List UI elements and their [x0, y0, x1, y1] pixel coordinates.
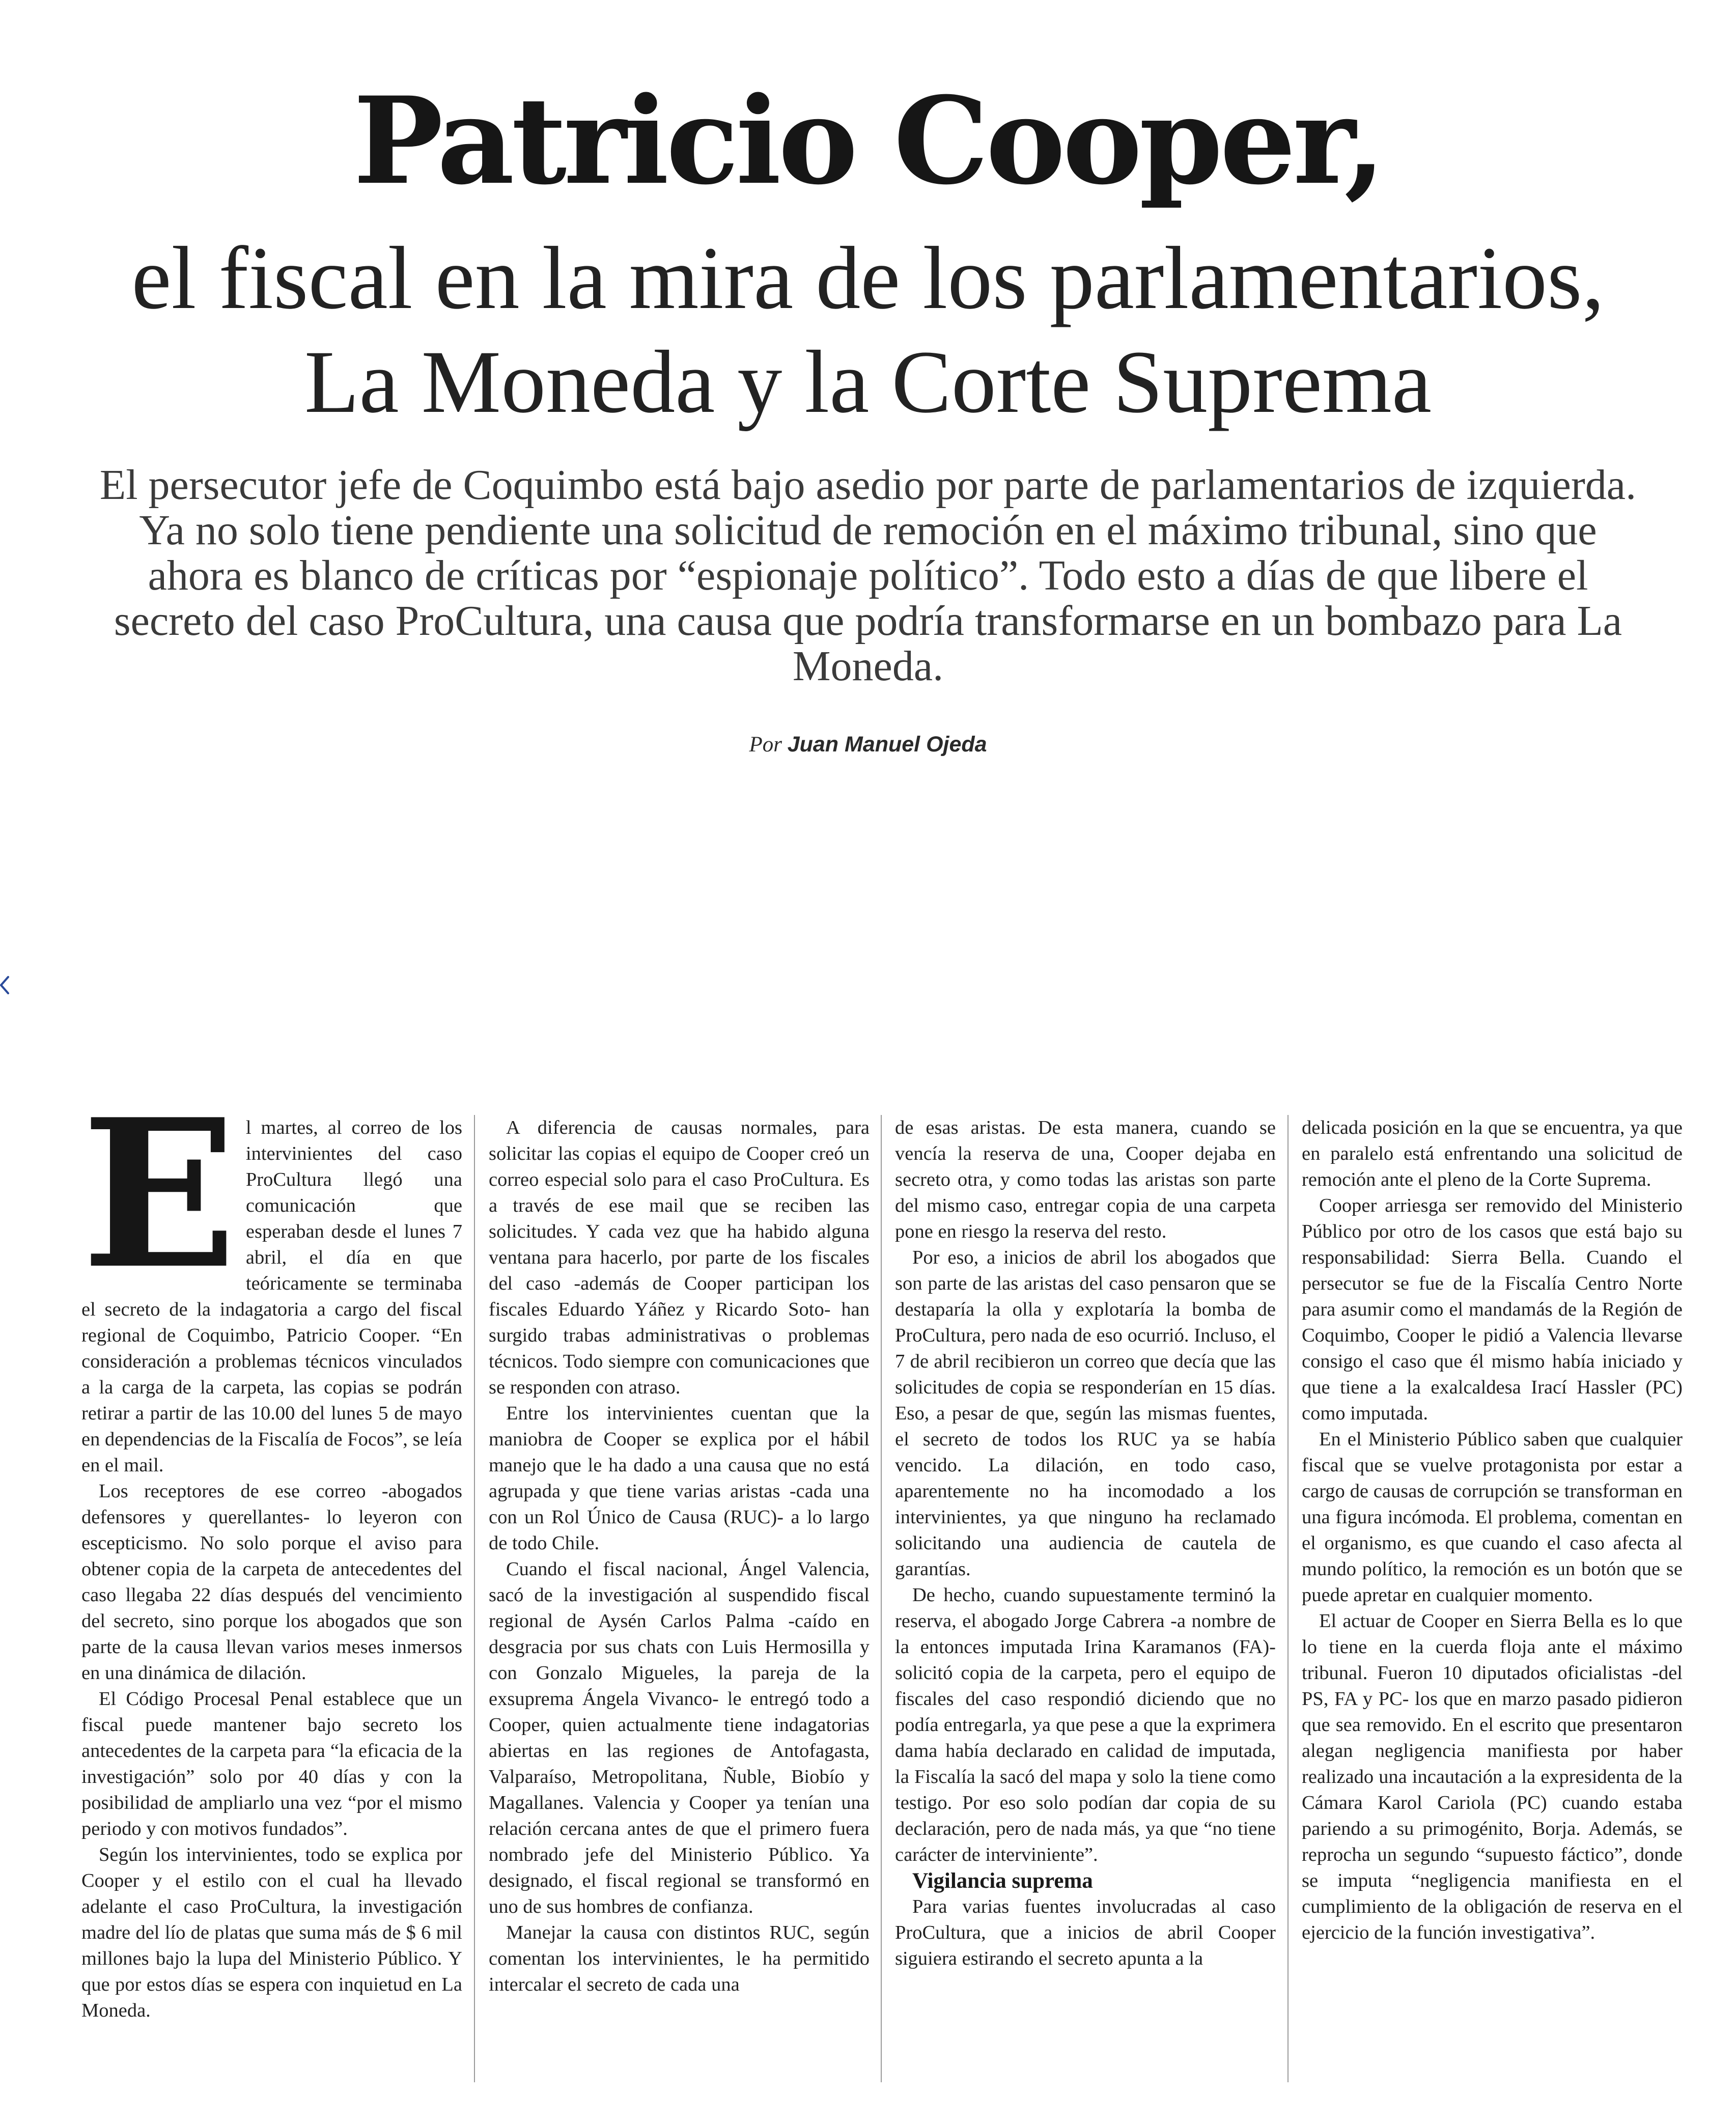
column-1 [81, 1115, 462, 2082]
paragraph: Cooper arriesga ser removido del Ministerio Público por otro de los casos que está bajo su responsabilidad: Sierra Bella. Cuando el persecutor se fue de la Fiscalía Centro Norte para asumir como el mandamás de la Región de Coquimbo, Cooper le pidió a Valencia llevarse consigo el caso que él mismo había iniciado y que tiene a la exalcaldesa Irací Hassler (PC) como imputada. [1302, 1195, 1683, 1424]
paragraph: De hecho, cuando supuestamente terminó la reserva, el abogado Jorge Cabrera -a nombre de la entonces imputada Irina Karamanos (FA)- solicitó copia de la carpeta, pero el equipo de fiscales del caso respondió diciendo que no podía entregarla, ya que pese a que la exprimera dama había declarado en calidad de imputada, la Fiscalía la sacó del mapa y solo la tiene como testigo. Por eso solo podían dar copia de su declaración, pero de nada más, ya que “no tiene carácter de interviniente”. [895, 1584, 1276, 1865]
section-subhead: Vigilancia suprema [912, 1869, 1093, 1893]
column-2 [489, 1115, 870, 2082]
paragraph: En el Ministerio Público saben que cualquier fiscal que se vuelve protagonista por estar a cargo de causas de corrupción se transforman en una figura incómoda. El problema, comentan en el organismo, es que cuando el caso afecta al mundo político, la remoción es un botón que se puede apretar en cualquier momento. [1302, 1429, 1683, 1606]
byline-prefix: Por [749, 733, 782, 757]
paragraph: Para varias fuentes involucradas al caso ProCultura, que a inicios de abril Cooper siguiera estirando el secreto apunta a la [895, 1896, 1276, 1969]
paragraph: El Código Procesal Penal establece que un fiscal puede mantener bajo secreto los antecedentes de la carpeta para “la eficacia de la investigación” solo por 40 días y con la posibilidad de ampliarlo una vez “por el mismo periodo y con motivos fundados”. [81, 1688, 462, 1839]
column-divider [881, 1115, 882, 2082]
column-divider [474, 1115, 475, 2082]
column-4 [1302, 1115, 1683, 2082]
subtitle-line-2: La Moneda y la Corte Suprema [304, 332, 1432, 432]
byline-author: Juan Manuel Ojeda [787, 732, 987, 757]
paragraph: El actuar de Cooper en Sierra Bella es lo que lo tiene en la cuerda floja ante el máximo tribunal. Fueron 10 diputados oficialistas -del PS, FA y PC- los que en marzo pasado pidieron que sea removido. En el escrito que presentaron alegan negligencia manifiesta por haber realizado una incautación a la expresidenta de la Cámara Karol Cariola (PC) cuando estaba pariendo a su primogénito, Borja. Además, se reprocha un segundo “supuesto fáctico”, donde se imputa “negligencia manifiesta en el cumplimiento de la obligación de reserva en el ejercicio de la función investigativa”. [1302, 1610, 1683, 1943]
paragraph: Según los intervinientes, todo se explica por Cooper y el estilo con el cual ha llevado adelante el caso ProCultura, la investigación madre del lío de platas que suma más de $ 6 mil millones bajo la lupa del Ministerio Público. Y que por estos días se espera con inquietud en La Moneda. [81, 1844, 462, 2021]
chevron-left-icon[interactable] [0, 970, 11, 1000]
byline [0, 732, 1736, 757]
drop-cap: E [81, 1115, 237, 1314]
article-body [81, 1115, 1685, 2082]
paragraph: l martes, al correo de los intervinientes del caso ProCultura llegó una comunicación que esperaban desde el lunes 7 abril, el día en que teóricamente se terminaba el secreto de la indagatoria a cargo del fiscal regional de Coquimbo, Patricio Cooper. “En consideración a problemas técnicos vinculados a la carga de la carpeta, las copias se podrán retirar a partir de las 10.00 del lunes 5 de mayo en dependencias de la Fiscalía de Focos”, se leía en el mail. [81, 1117, 462, 1476]
paragraph: Los receptores de ese correo -abogados defensores y querellantes- lo leyeron con escepticismo. No solo porque el aviso para obtener copia de la carpeta de antecedentes del caso llegaba 22 días después del vencimiento del secreto, sino porque los abogados que son parte de la causa llevan varios meses inmersos en una dinámica de dilación. [81, 1480, 462, 1684]
paragraph: delicada posición en la que se encuentra, ya que en paralelo está enfrentando una solicitud de remoción ante el pleno de la Corte Suprema. [1302, 1117, 1683, 1190]
paragraph: Por eso, a inicios de abril los abogados que son parte de las aristas del caso pensaron que se destaparía la olla y explotaría la bomba de ProCultura, pero nada de eso ocurrió. Incluso, el 7 de abril recibieron un correo que decía que las solicitudes de copia se responderían en 15 días. Eso, a pesar de que, según las mismas fuentes, el secreto de todos los RUC ya se había vencido. La dilación, en todo caso, aparentemente no ha incomodado a los intervinientes, ya que ninguno ha reclamado solicitando una audiencia de cautela de garantías. [895, 1247, 1276, 1580]
paragraph: Entre los intervinientes cuentan que la maniobra de Cooper se explica por el hábil manejo que le ha dado a una causa que no está agrupada y que tiene varias aristas -cada una con un Rol Único de Causa (RUC)- a lo largo de todo Chile. [489, 1403, 870, 1554]
article-dek: El persecutor jefe de Coquimbo está bajo asedio por parte de parlamentarios de izquierda. Ya no solo tiene pendiente una solicitud de remoción en el máximo tribunal, sino que ahora es blanco de críticas por “espionaje político”. Todo esto a días de que libere el secreto del caso ProCultura, una causa que podría transformarse en un bombazo para La Moneda. [99, 461, 1637, 690]
article-title: Patricio Cooper, [353, 71, 1383, 211]
subtitle-line-1: el fiscal en la mira de los parlamentarios, [131, 229, 1605, 328]
paragraph: Manejar la causa con distintos RUC, según comentan los intervinientes, le ha permitido intercalar el secreto de cada una [489, 1922, 870, 1995]
article-subtitle [0, 227, 1736, 434]
column-divider [1287, 1115, 1289, 2082]
paragraph: Cuando el fiscal nacional, Ángel Valencia, sacó de la investigación al suspendido fiscal regional de Aysén Carlos Palma -caído en desgracia por sus chats con Luis Hermosilla y con Gonzalo Migueles, la pareja de la exsuprema Ángela Vivanco- le entregó todo a Cooper, quien actualmente tiene indagatorias abiertas en las regiones de Antofagasta, Valparaíso, Metropolitana, Ñuble, Biobío y Magallanes. Valencia y Cooper ya tenían una relación cercana antes de que el primero fuera nombrado jefe del Ministerio Público. Ya designado, el fiscal regional se transformó en uno de sus hombres de confianza. [489, 1558, 870, 1917]
paragraph: A diferencia de causas normales, para solicitar las copias el equipo de Cooper creó un correo especial solo para el caso ProCultura. Es a través de ese mail que se reciben las solicitudes. Y cada vez que ha habido alguna ventana para hacerlo, por parte de los fiscales del caso -además de Cooper participan los fiscales Eduardo Yáñez y Ricardo Soto- han surgido trabas administrativas o problemas técnicos. Todo siempre con comunicaciones que se responden con atraso. [489, 1117, 870, 1398]
paragraph: de esas aristas. De esta manera, cuando se vencía la reserva de una, Cooper dejaba en secreto otra, y como todas las aristas son parte del mismo caso, entregar copia de una carpeta pone en riesgo la reserva del resto. [895, 1117, 1276, 1242]
column-3 [895, 1115, 1276, 2082]
